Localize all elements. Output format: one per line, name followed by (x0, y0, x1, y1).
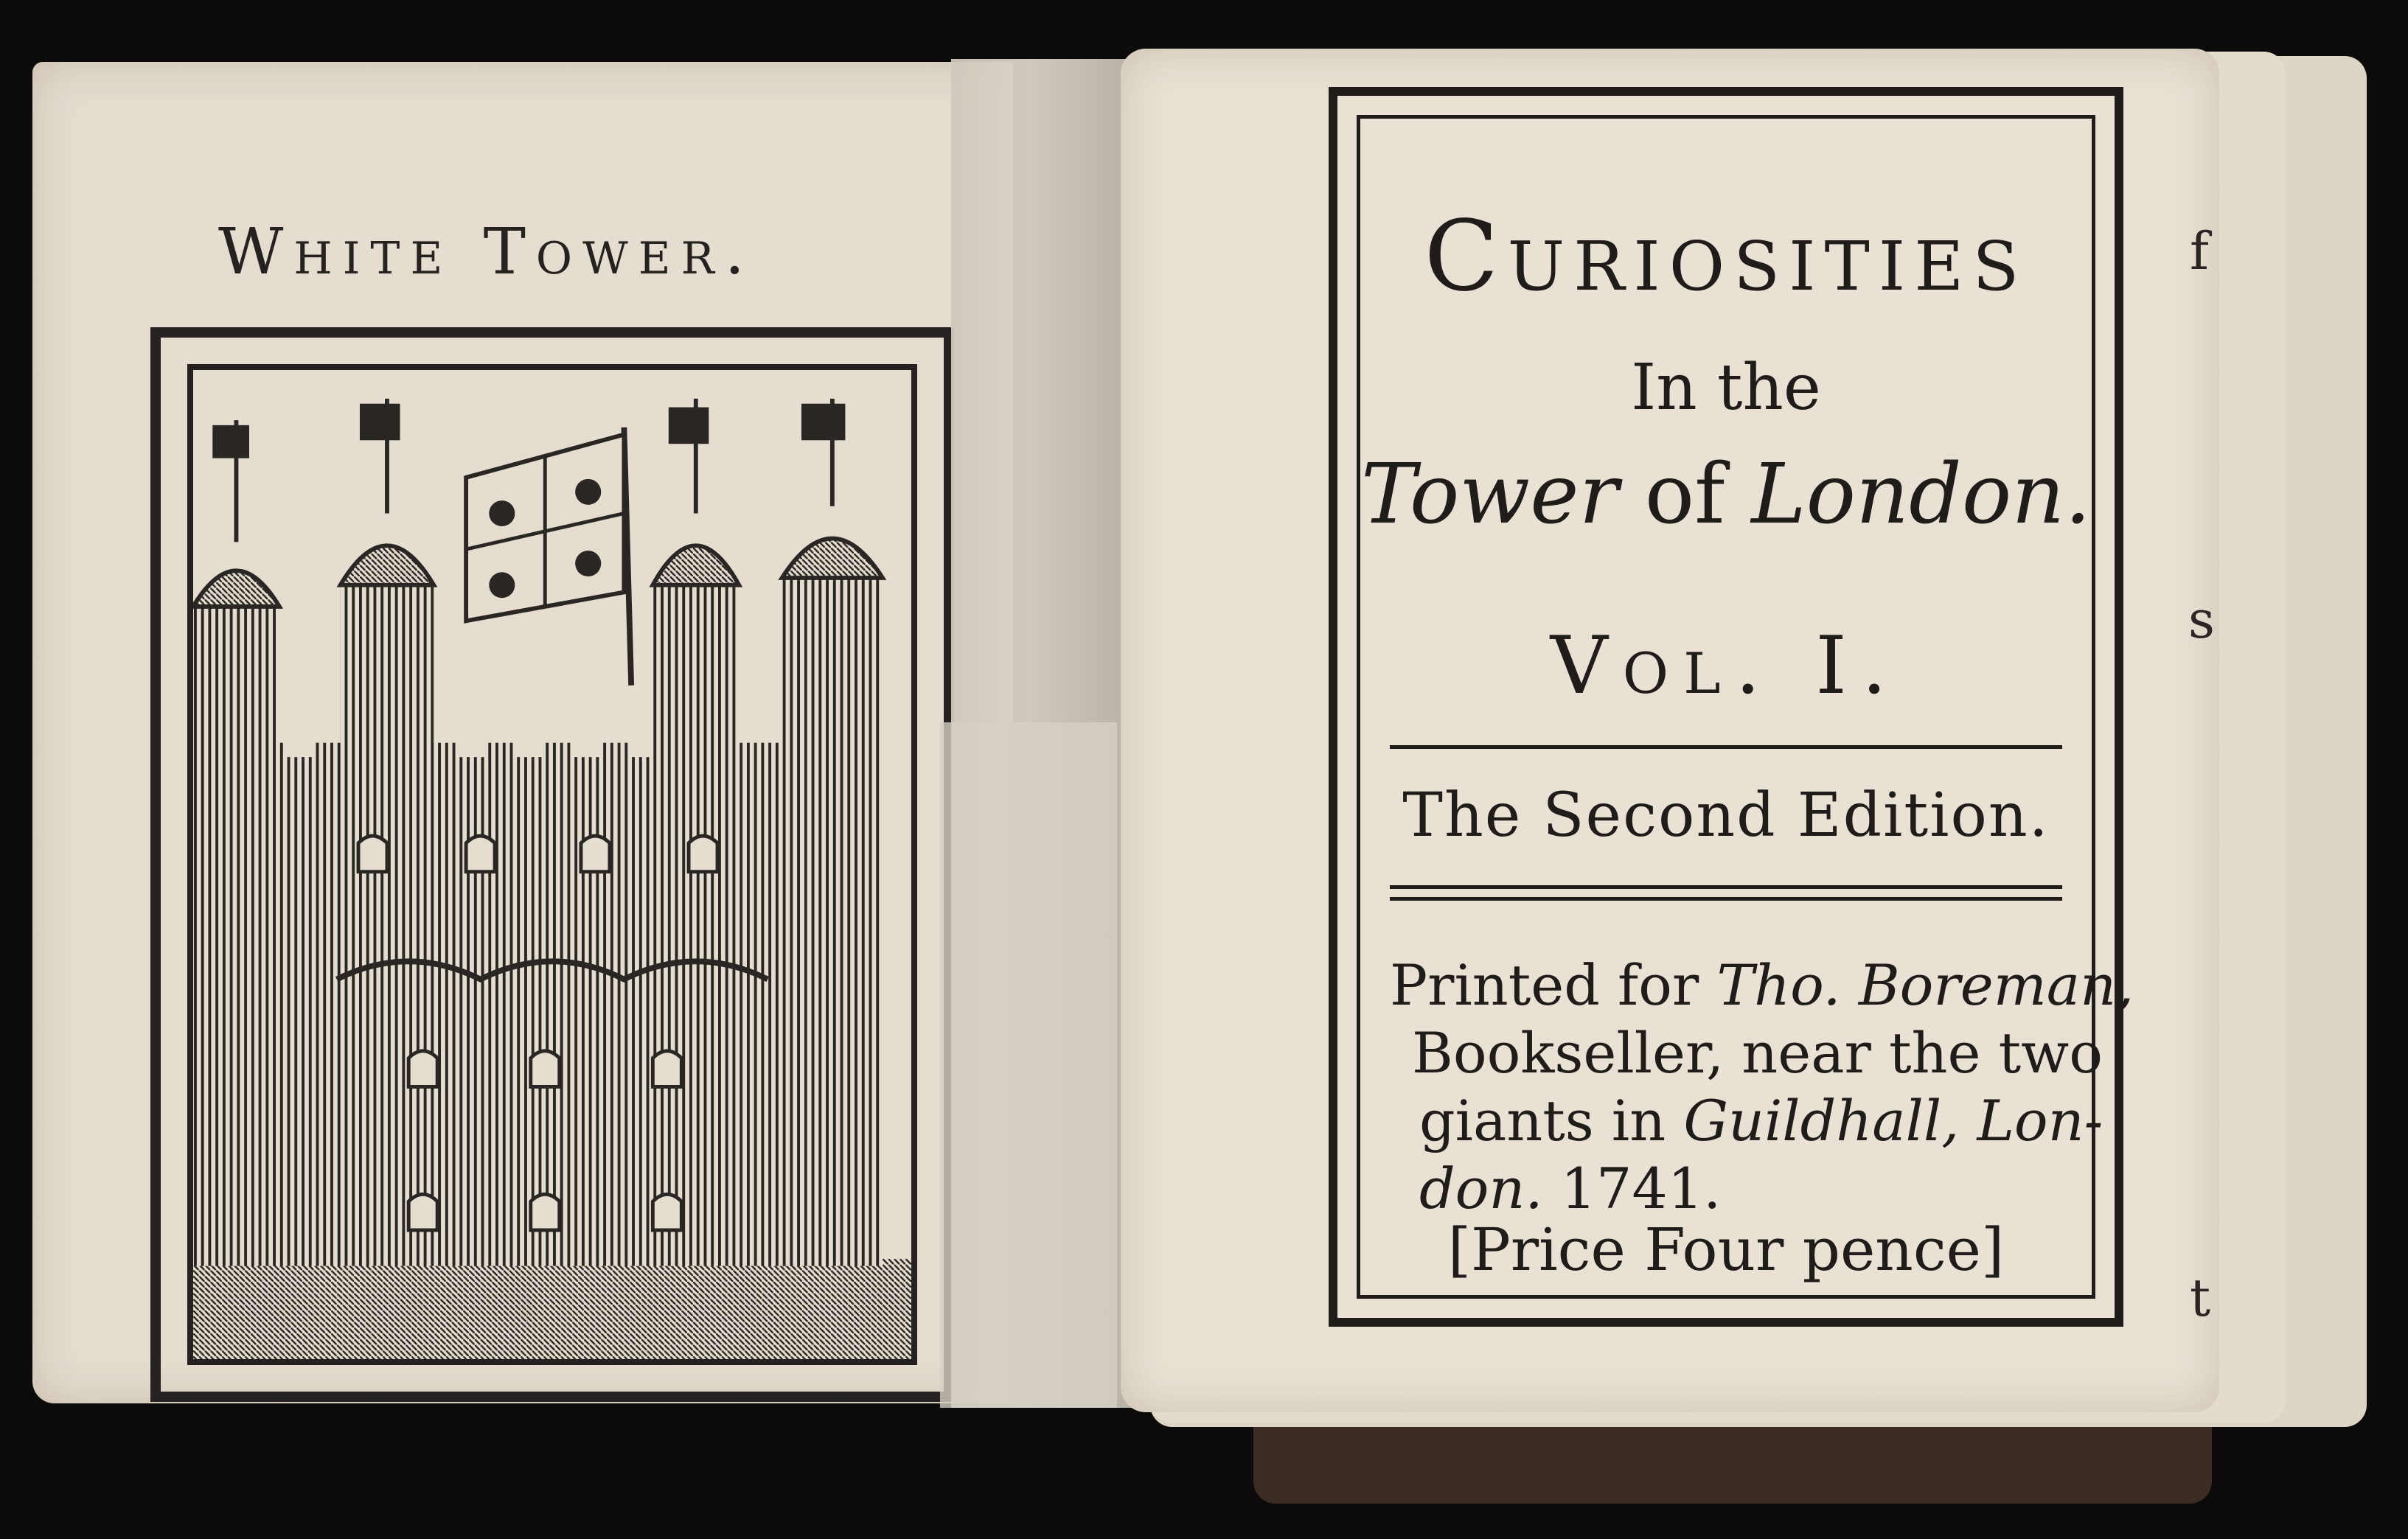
imprint (1390, 952, 2134, 1223)
title-page-border (1329, 87, 2134, 1327)
printer-name: Tho. Boreman, (1716, 952, 2134, 1018)
imprint-line (1390, 952, 2134, 1019)
imprint-line (1390, 1087, 2103, 1155)
edge-glyph: f (2190, 221, 2209, 282)
rule (1390, 745, 2062, 749)
title-page-inner-border (1357, 115, 2134, 1299)
imprint-place: Guildhall, Lon- (1683, 1088, 2103, 1154)
white-tower-woodcut (193, 370, 911, 1359)
title-london-word: London. (1751, 447, 2092, 542)
title-leaf (1121, 49, 2219, 1412)
price-label: [Price Four pence] (1447, 1215, 2005, 1284)
plate-caption: White Tower. (218, 215, 756, 289)
imprint-year: 1741. (1560, 1156, 1722, 1221)
frontispiece-leaf (32, 62, 1013, 1403)
edge-glyph: t (2190, 1268, 2211, 1328)
woodcut-plate (187, 364, 917, 1365)
woodcut-frame (150, 327, 954, 1402)
book-title: Curiosities (1424, 200, 2028, 313)
imprint-line (1390, 1155, 2077, 1223)
edition-label: The Second Edition. (1402, 781, 2050, 851)
title-connector: In the (1631, 351, 1821, 425)
imprint-line: Bookseller, near the two (1412, 1020, 2103, 1086)
rule (1390, 885, 2062, 889)
imprint-place: don. (1419, 1156, 1543, 1221)
royal-flag (466, 427, 631, 685)
volume-label: Vol. I. (1550, 620, 1902, 712)
title-of-word: of (1644, 447, 1725, 542)
title-subject (1360, 447, 2092, 542)
imprint-text: Printed for (1390, 952, 1699, 1018)
rule (1390, 897, 2062, 901)
spine-repair-tape (940, 722, 1117, 1408)
edge-glyph: s (2188, 590, 2215, 650)
title-tower-word: Tower (1360, 447, 1619, 542)
imprint-text: giants in (1419, 1088, 1666, 1154)
